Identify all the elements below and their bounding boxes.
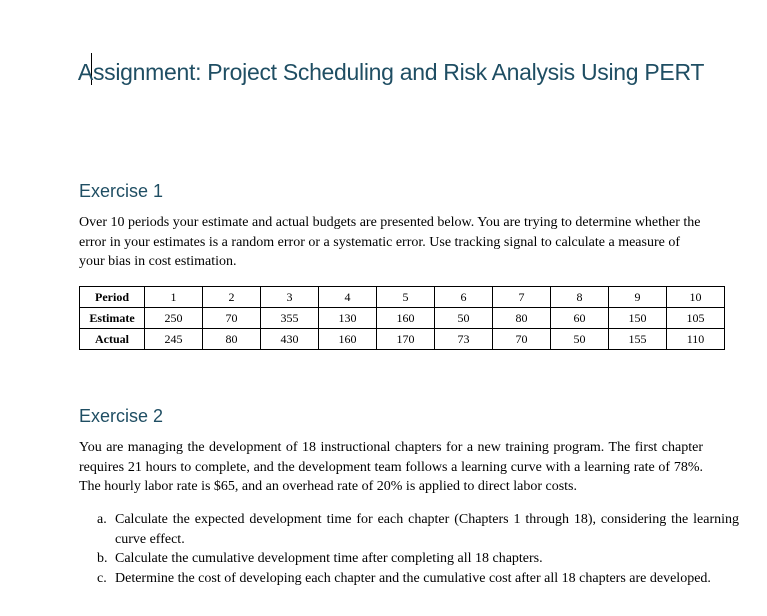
table-cell[interactable]: 160	[319, 329, 377, 350]
exercise-1-paragraph[interactable]: Over 10 periods your estimate and actual budgets are presented below. You are trying to determine whether the error in your estimates is a random error or a systematic error. Use tracking signal to calculate a measure of your bias in cost estimation.	[79, 215, 701, 269]
table-cell[interactable]: 1	[145, 287, 203, 308]
table-cell[interactable]: 130	[319, 308, 377, 329]
table-cell[interactable]: 10	[667, 287, 725, 308]
table-cell[interactable]: 7	[493, 287, 551, 308]
table-cell[interactable]: 8	[551, 287, 609, 308]
list-item[interactable]	[97, 569, 739, 589]
list-marker: c.	[97, 570, 107, 586]
budget-table[interactable]	[79, 286, 725, 350]
table-cell[interactable]: 155	[609, 329, 667, 350]
table-cell[interactable]: 70	[493, 329, 551, 350]
list-item-text: Determine the cost of developing each chapter and the cumulative cost after all 18 chapters are developed.	[115, 570, 711, 586]
table-cell[interactable]: 50	[435, 308, 493, 329]
table-row	[80, 329, 725, 350]
table-cell[interactable]: 160	[377, 308, 435, 329]
table-cell[interactable]: 105	[667, 308, 725, 329]
row-label[interactable]: Period	[80, 287, 145, 308]
table-cell[interactable]: 250	[145, 308, 203, 329]
list-marker: a.	[97, 512, 107, 527]
table-cell[interactable]: 245	[145, 329, 203, 350]
exercise-2-heading[interactable]: Exercise 2	[79, 406, 164, 426]
row-label[interactable]: Actual	[80, 329, 145, 350]
table-cell[interactable]: 150	[609, 308, 667, 329]
list-marker: b.	[97, 551, 108, 566]
table-cell[interactable]: 50	[551, 329, 609, 350]
task-list	[79, 510, 739, 588]
table-row	[80, 308, 725, 329]
table-cell[interactable]: 110	[667, 329, 725, 350]
table-cell[interactable]: 73	[435, 329, 493, 350]
document-title[interactable]: Assignment: Project Scheduling and Risk Analysis Using PERT	[77, 59, 705, 85]
table-cell[interactable]: 3	[261, 287, 319, 308]
table-cell[interactable]: 6	[435, 287, 493, 308]
table-cell[interactable]: 80	[203, 329, 261, 350]
table-cell[interactable]: 170	[377, 329, 435, 350]
table-cell[interactable]: 5	[377, 287, 435, 308]
exercise-2-paragraph[interactable]: You are managing the development of 18 instructional chapters for a new training program. The first chapter requires 21 hours to complete, and the development team follows a learning curve with a learning rate of 78%. The hourly labor rate is $65, and an overhead rate of 20% is applied to direct labor costs.	[79, 440, 703, 494]
list-item-text: Calculate the expected development time for each chapter (Chapters 1 through 18), considering the learning curve effect.	[115, 512, 739, 547]
table-cell[interactable]: 80	[493, 308, 551, 329]
table-cell[interactable]: 60	[551, 308, 609, 329]
table-cell[interactable]: 4	[319, 287, 377, 308]
list-item[interactable]	[97, 549, 739, 569]
table-cell[interactable]: 70	[203, 308, 261, 329]
exercise-1-heading[interactable]: Exercise 1	[79, 181, 164, 201]
table-cell[interactable]: 9	[609, 287, 667, 308]
table-cell[interactable]: 430	[261, 329, 319, 350]
table-cell[interactable]: 2	[203, 287, 261, 308]
list-item[interactable]	[97, 510, 739, 549]
list-item-text: Calculate the cumulative development time after completing all 18 chapters.	[115, 551, 543, 566]
table-cell[interactable]: 355	[261, 308, 319, 329]
table-row	[80, 287, 725, 308]
row-label[interactable]: Estimate	[80, 308, 145, 329]
